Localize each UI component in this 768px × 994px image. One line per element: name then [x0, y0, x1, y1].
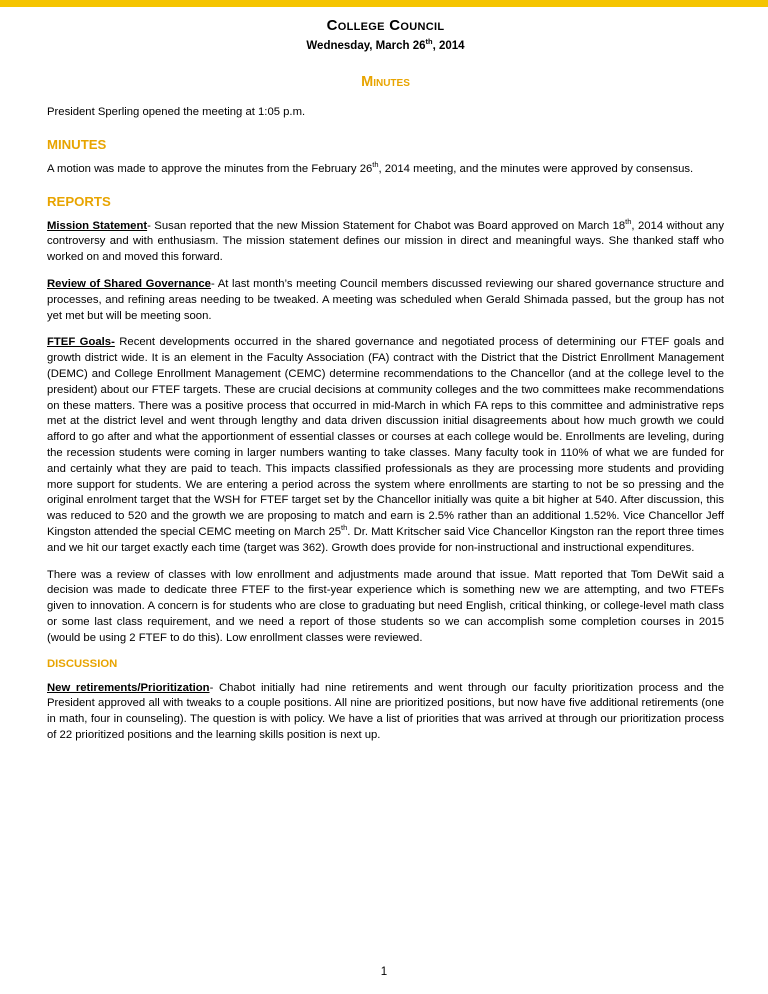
minutes-approval: A motion was made to approve the minutes from the February 26th, 2014 meeting, and the minutes were approved by consensus.: [47, 160, 694, 175]
meeting-date: Wednesday, March 26th, 2014: [306, 37, 465, 52]
discussion-retirements: New retirements/Prioritization- Chabot initially had nine retirements and went through our faculty prioritization process and the President approved all with tweaks to a couple positions. All nine are prioritized positions, but now have five additional retirements (one in math, four in counseling). The question is with policy. We have a list of priorities that was arrived at through our prioritization process of 22 prioritized positions and the learning skills position is next up.: [47, 681, 724, 741]
section-heading-discussion: DISCUSSION: [47, 657, 118, 670]
report-shared-governance: Review of Shared Governance- At last month’s meeting Council members discussed reviewing our shared governance structure and processes, and refining areas needing to be tweaked. A meeting was scheduled when Gerald Shimada passed, but the group has not yet met but will be meeting soon.: [47, 277, 724, 322]
document-page: [47, 17, 724, 744]
report-low-enrollment: There was a review of classes with low enrollment and adjustments made around that issue. Matt reported that Tom DeWit said a decision was made to dedicate three FTEF to the first-year experience which is something new we are attempting, and two FTEFs given to innovation. A concern is for students who are close to graduating but need English, critical thinking, or college-level math class or some last class requirement, and we need a report of those students so we can accomplish some completion courses in 2015 (would be using 2 FTEF to do this). Low enrollment classes were reviewed.: [47, 568, 724, 644]
opening-statement: President Sperling opened the meeting at 1:05 p.m.: [47, 106, 306, 118]
section-heading-minutes: MINUTES: [47, 136, 107, 152]
header-rule: [0, 0, 768, 7]
report-mission-statement: Mission Statement- Susan reported that the new Mission Statement for Chabot was Board approved on March 18th, 2014 without any controversy and with enthusiasm. The mission statement defines our mission in direct and meaningful ways. She thanked staff who worked on and moved this forward.: [47, 216, 724, 264]
document-title: College Council: [326, 17, 445, 34]
minutes-heading: Minutes: [361, 74, 410, 90]
section-heading-reports: REPORTS: [47, 193, 111, 209]
report-ftef-goals: FTEF Goals- Recent developments occurred in the shared governance and negotiated process of determining our FTEF goals and growth district wide. It is an element in the Faculty Association (FA) contract with the District that the District Enrollment Management (DEMC) and College Enrollment Management (CEMC) determine recommendations to the Chancellor (and at the college level to the president) about our FTEF targets. These are crucial decisions at community colleges and the two committees make recommendations on these matters. There was a positive process that occurred in mid-March in which FA reps to this committee and administrative reps met at the district level and went through lengthy and data driven discussion initial disagreements about how much growth we could afford to go after and what the apportionment of essential classes or courses at each college would be. Enrollments are leveling, during the recession students were coming in larger numbers wanting to take classes. Many faculty took in 110% of what we are funded for and certainly what they are paid to teach. This impacts classified professionals as they are processing more students and providing more support for students. We are entering a period across the system where enrollments are starting to not be so pressing and the original enrolment target that the WSH for FTEF target set by the Chancellor initially was quite a bit higher at 540. After discussion, this was reduced to 520 and the growth we are proposing to match and earn is 2.5% rather than an additional 1.52%. Vice Chancellor Jeff Kingston attended the special CEMC meeting on March 25th. Dr. Matt Kritscher said Vice Chancellor Kingston ran the report three times and we hit our target exactly each time (target was 362). Growth does provide for non-instructional and instructional expenditures.: [47, 336, 724, 554]
page-number: 1: [380, 966, 388, 978]
